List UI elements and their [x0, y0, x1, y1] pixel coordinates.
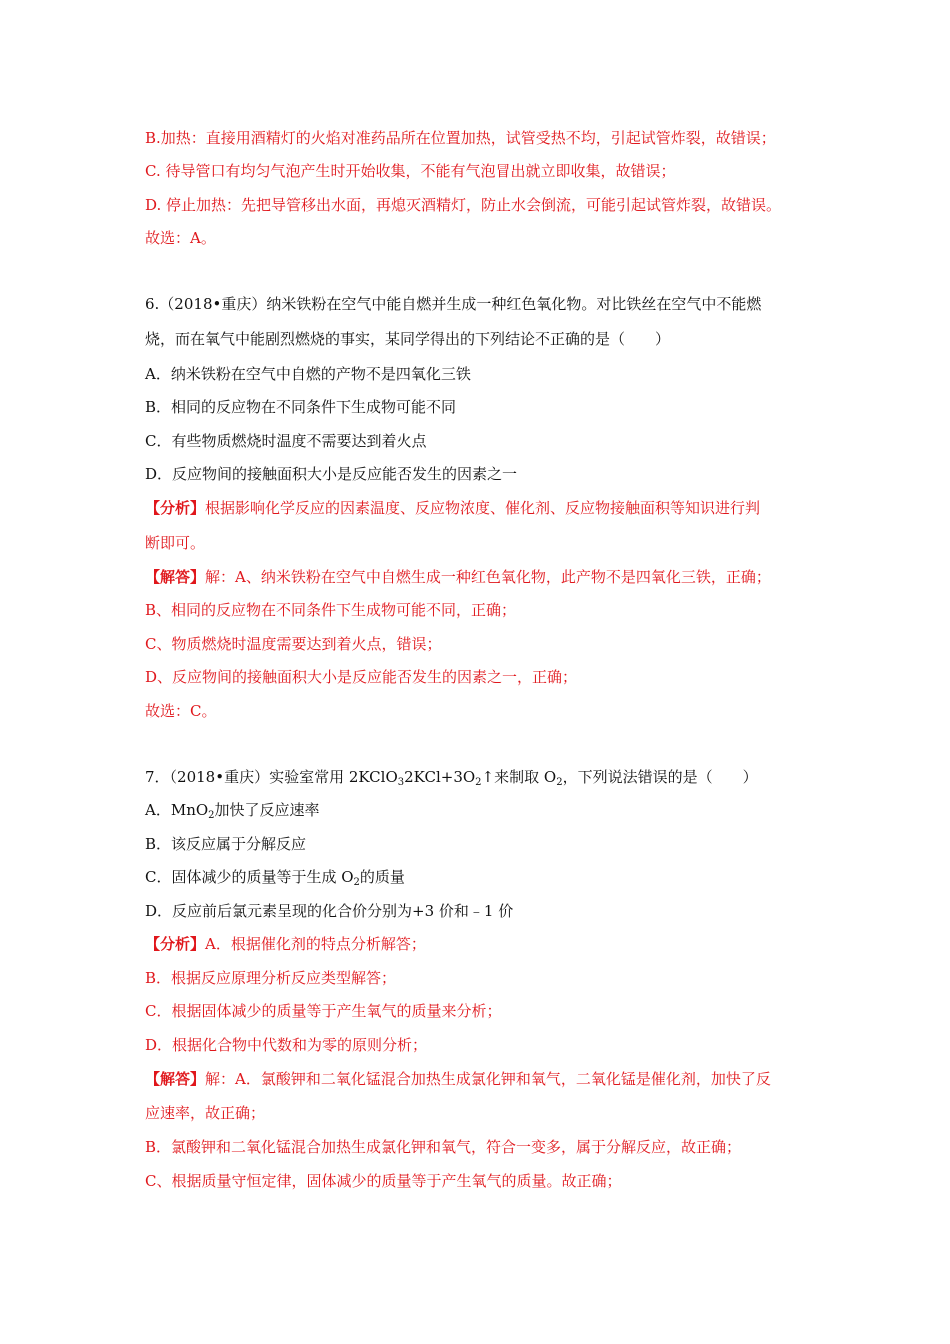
q6-answer-choice: 故选：C。: [145, 702, 217, 720]
q7-stem-sub1: 3: [397, 777, 405, 788]
q7-answer-line-b: B．氯酸钾和二氧化锰混合加热生成氯化钾和氧气，符合一变多，属于分解反应，故正确；: [145, 1138, 742, 1156]
q7-analysis-line-d: D．根据化合物中代数和为零的原则分析；: [145, 1036, 428, 1054]
q7-analysis-line-c: C．根据固体减少的质量等于产生氧气的质量来分析；: [145, 1002, 502, 1020]
q7-option-c-sub: 2: [353, 877, 360, 888]
q7-stem-part-d: ，下列说法错误的是（ ）: [562, 768, 758, 786]
q6-stem-line2: 烧，而在氧气中能剧烈燃烧的事实，某同学得出的下列结论不正确的是（ ）: [145, 330, 671, 348]
q7-stem-sub2: 2: [475, 777, 482, 788]
q6-analysis-line1: [145, 498, 760, 518]
q6-answer-line-c: C、物质燃烧时温度需要达到着火点，错误；: [145, 635, 442, 653]
q7-analysis-text: A．根据催化剂的特点分析解答；: [205, 935, 426, 953]
prev-solution-line-b: B.加热：直接用酒精灯的火焰对准药品所在位置加热，试管受热不均，引起试管炸裂，故错误；: [145, 129, 776, 147]
prev-solution-line-d: D. 停止加热：先把导管移出水面，再熄灭酒精灯，防止水会倒流，可能引起试管炸裂，故错误。: [145, 196, 782, 214]
q7-stem-part-b: 2KCl+3O: [404, 768, 476, 786]
q7-option-b: B．该反应属于分解反应: [145, 835, 307, 853]
q7-answer-tag: 【解答】: [145, 1070, 206, 1088]
q6-answer-text: 解：A、纳米铁粉在空气中自燃生成一种红色氧化物，此产物不是四氧化三铁，正确；: [205, 568, 771, 586]
q6-answer-line1: [145, 567, 771, 587]
prev-solution-answer: 故选：A。: [145, 229, 216, 247]
q7-option-a-part1: A．MnO: [145, 801, 209, 819]
q6-analysis-text: 根据影响化学反应的因素温度、反应物浓度、催化剂、反应物接触面积等知识进行判: [205, 499, 761, 517]
q7-answer-line1: [145, 1069, 771, 1089]
q6-option-b: B．相同的反应物在不同条件下生成物可能不同: [145, 398, 457, 416]
q6-answer-tag: 【解答】: [145, 568, 206, 586]
q7-option-d: D．反应前后氯元素呈现的化合价分别为+3 价和﹣1 价: [145, 902, 514, 920]
q7-stem: [145, 767, 758, 787]
q7-stem-part-a: 7．（2018•重庆）实验室常用 2KClO: [145, 768, 398, 786]
q7-option-a-part2: 加快了反应速率: [214, 801, 320, 819]
q7-analysis-line1: [145, 934, 426, 954]
q7-stem-sub3: 2: [556, 777, 563, 788]
q7-answer-line-c: C、根据质量守恒定律，固体减少的质量等于产生氧气的质量。故正确；: [145, 1172, 622, 1190]
q7-answer-text: 解：A．氯酸钾和二氧化锰混合加热生成氯化钾和氧气，二氧化锰是催化剂，加快了反: [205, 1070, 771, 1088]
q6-stem-line1: 6.（2018•重庆）纳米铁粉在空气中能自燃并生成一种红色氧化物。对比铁丝在空气中不能燃: [145, 295, 762, 313]
q6-option-c: C．有些物质燃烧时温度不需要达到着火点: [145, 432, 427, 450]
q7-option-c-part1: C．固体减少的质量等于生成 O: [145, 868, 354, 886]
q7-answer-line2: 应速率，故正确；: [145, 1104, 266, 1122]
q6-answer-line-d: D、反应物间的接触面积大小是反应能否发生的因素之一，正确；: [145, 668, 578, 686]
q6-analysis-tag: 【分析】: [145, 499, 206, 517]
q7-analysis-tag: 【分析】: [145, 935, 206, 953]
q6-answer-line-b: B、相同的反应物在不同条件下生成物可能不同，正确；: [145, 601, 517, 619]
q7-option-a: [145, 800, 320, 820]
prev-solution-line-c: C. 待导管口有均匀气泡产生时开始收集，不能有气泡冒出就立即收集，故错误；: [145, 162, 676, 180]
q7-option-c: [145, 867, 405, 887]
q7-option-a-sub: 2: [208, 810, 215, 821]
q7-analysis-line-b: B．根据反应原理分析反应类型解答；: [145, 969, 397, 987]
q6-option-a: A．纳米铁粉在空气中自燃的产物不是四氧化三铁: [145, 365, 471, 383]
q7-option-c-part2: 的质量: [359, 868, 405, 886]
q6-analysis-line2: 断即可。: [145, 534, 206, 552]
q6-option-d: D．反应物间的接触面积大小是反应能否发生的因素之一: [145, 465, 518, 483]
q7-stem-part-c: ↑来制取 O: [481, 768, 557, 786]
